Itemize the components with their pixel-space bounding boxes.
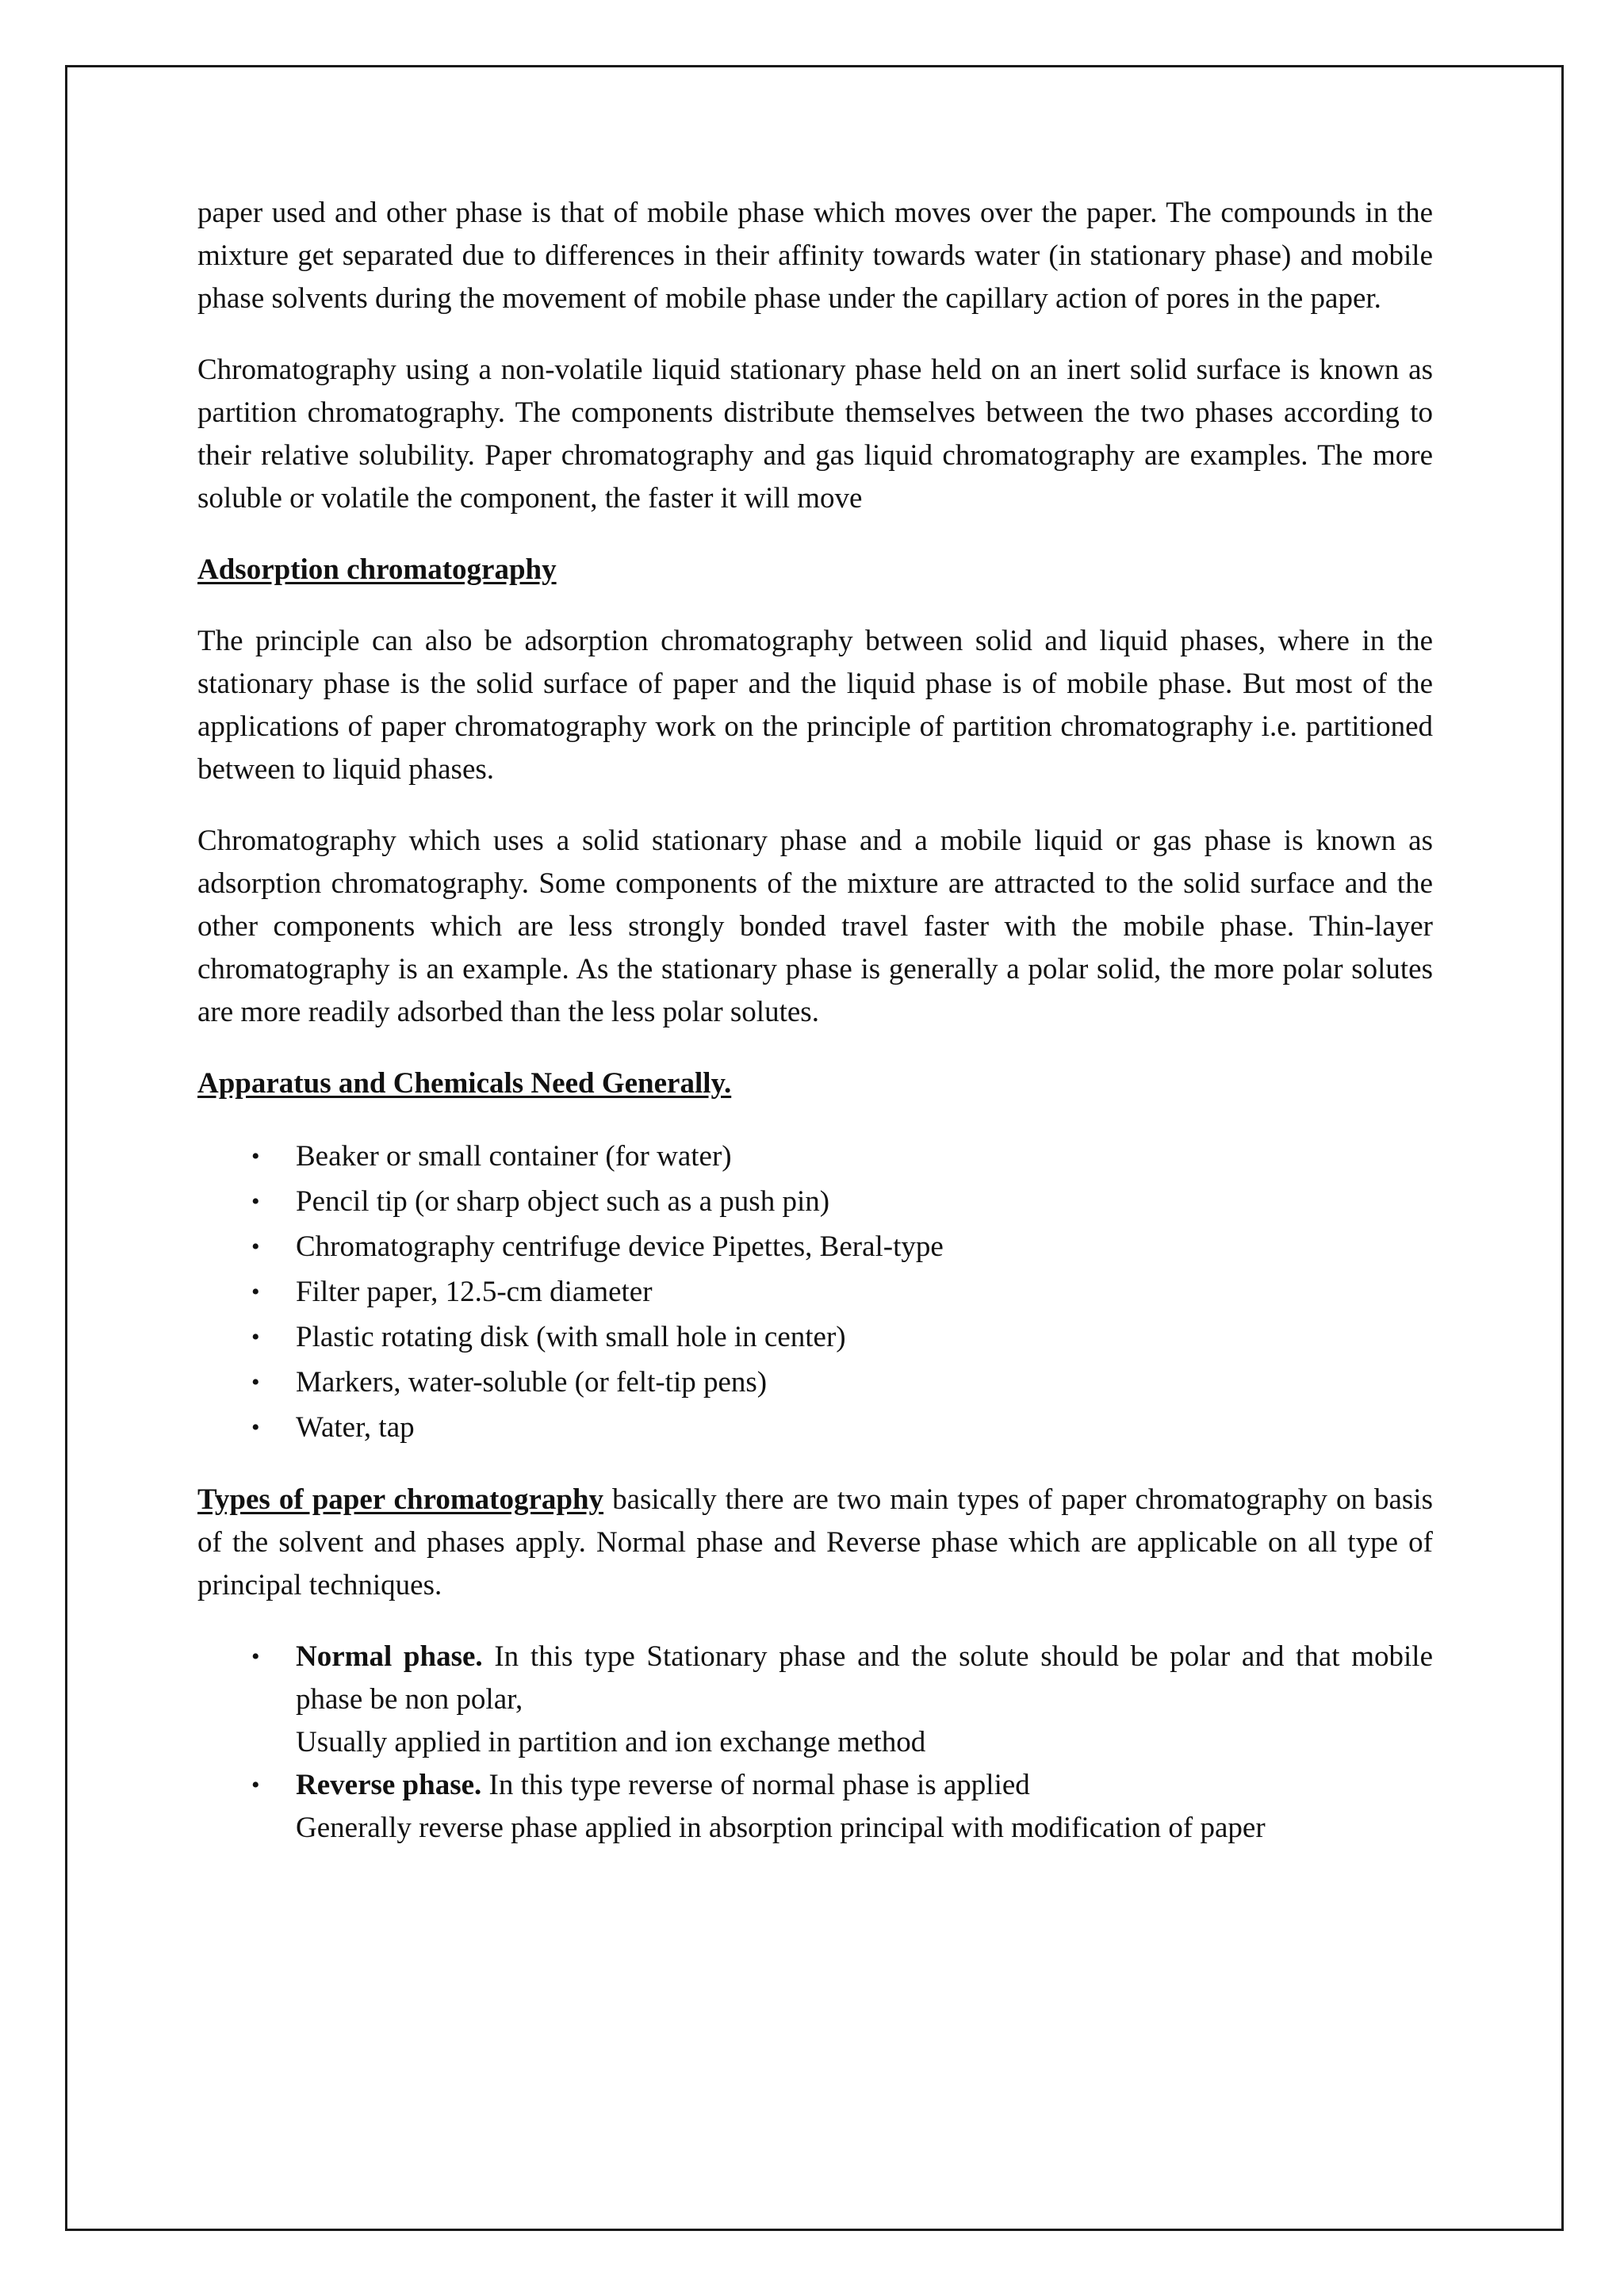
bullet-icon: • (251, 1369, 260, 1395)
reverse-phase-text: In this type reverse of normal phase is applied (481, 1769, 1030, 1801)
paragraph-partition-chromatography: Chromatography using a non-volatile liquid stationary phase held on an inert solid surface is known as partition chromatography. The components distribute themselves between the two phases according to their relative solubility. Paper chromatography and gas liquid chromatography are examples. The more soluble or volatile the component, the faster it will move (197, 354, 1433, 515)
list-item (251, 1134, 1433, 1179)
normal-phase-note: Usually applied in partition and ion exchange method (296, 1726, 926, 1758)
list-item-text: Markers, water-soluble (or felt-tip pens) (296, 1366, 768, 1399)
bullet-icon: • (251, 1234, 260, 1260)
list-item-text: Plastic rotating disk (with small hole in center) (296, 1321, 846, 1353)
reverse-phase-term: Reverse phase. (296, 1769, 482, 1801)
apparatus-list (197, 1134, 1433, 1450)
normal-phase-term: Normal phase. (296, 1640, 483, 1673)
bullet-icon: • (251, 1414, 260, 1441)
paragraph-adsorption-principle: The principle can also be adsorption chromatography between solid and liquid phases, where in the stationary phase is the solid surface of paper and the liquid phase is of mobile phase. But most of the applications of paper chromatography work on the principle of partition chromatography i.e. partitioned between to liquid phases. (197, 625, 1433, 786)
list-item-text: Beaker or small container (for water) (296, 1140, 732, 1173)
bullet-icon: • (251, 1143, 260, 1169)
list-item-text: Filter paper, 12.5-cm diameter (296, 1276, 653, 1308)
heading-apparatus: Apparatus and Chemicals Need Generally. (197, 1067, 732, 1100)
bullet-icon: • (251, 1188, 260, 1215)
bullet-icon: • (251, 1772, 260, 1798)
reverse-phase-note: Generally reverse phase applied in absorption principal with modification of paper (296, 1812, 1266, 1844)
list-item (251, 1224, 1433, 1269)
paragraph-types-of-paper-chromatography (197, 1479, 1433, 1607)
list-item (251, 1269, 1433, 1314)
paragraph-adsorption-definition: Chromatography which uses a solid stationary phase and a mobile liquid or gas phase is known as adsorption chromatography. Some components of the mixture are attracted to the solid surface and the other components which are less strongly bonded travel faster with the mobile phase. Thin-layer chromatography is an example. As the stationary phase is generally a polar solid, the more polar solutes are more readily adsorbed than the less polar solutes. (197, 825, 1433, 1028)
list-item (251, 1360, 1433, 1405)
types-list (197, 1636, 1433, 1850)
document-body (197, 192, 1433, 1878)
normal-phase-text: In this type Stationary phase and the solute should be polar and that mobile phase be non polar, (296, 1640, 1433, 1716)
list-item-text: Water, tap (296, 1411, 415, 1444)
list-item (251, 1179, 1433, 1224)
list-item (251, 1314, 1433, 1360)
reverse-phase-description (296, 1764, 1433, 1807)
list-item (251, 1405, 1433, 1450)
list-item-reverse-phase (251, 1764, 1433, 1850)
heading-adsorption-chromatography: Adsorption chromatography (197, 553, 557, 586)
types-intro-text: basically there are two main types of paper chromatography on basis of the solvent and phases apply. Normal phase and Reverse phase which are applicable on all type of principal techniques. (197, 1483, 1433, 1601)
list-item-text: Pencil tip (or sharp object such as a push pin) (296, 1185, 830, 1218)
bullet-icon: • (251, 1644, 260, 1670)
list-item-normal-phase (251, 1636, 1433, 1764)
normal-phase-description (296, 1636, 1433, 1721)
bullet-icon: • (251, 1324, 260, 1350)
paragraph-mobile-phase: paper used and other phase is that of mobile phase which moves over the paper. The compounds in the mixture get separated due to differences in their affinity towards water (in stationary phase) and mobile phase solvents during the movement of mobile phase under the capillary action of pores in the paper. (197, 197, 1433, 315)
list-item-text: Chromatography centrifuge device Pipettes, Beral-type (296, 1230, 944, 1263)
bullet-icon: • (251, 1279, 260, 1305)
heading-types: Types of paper chromatography (197, 1483, 604, 1516)
